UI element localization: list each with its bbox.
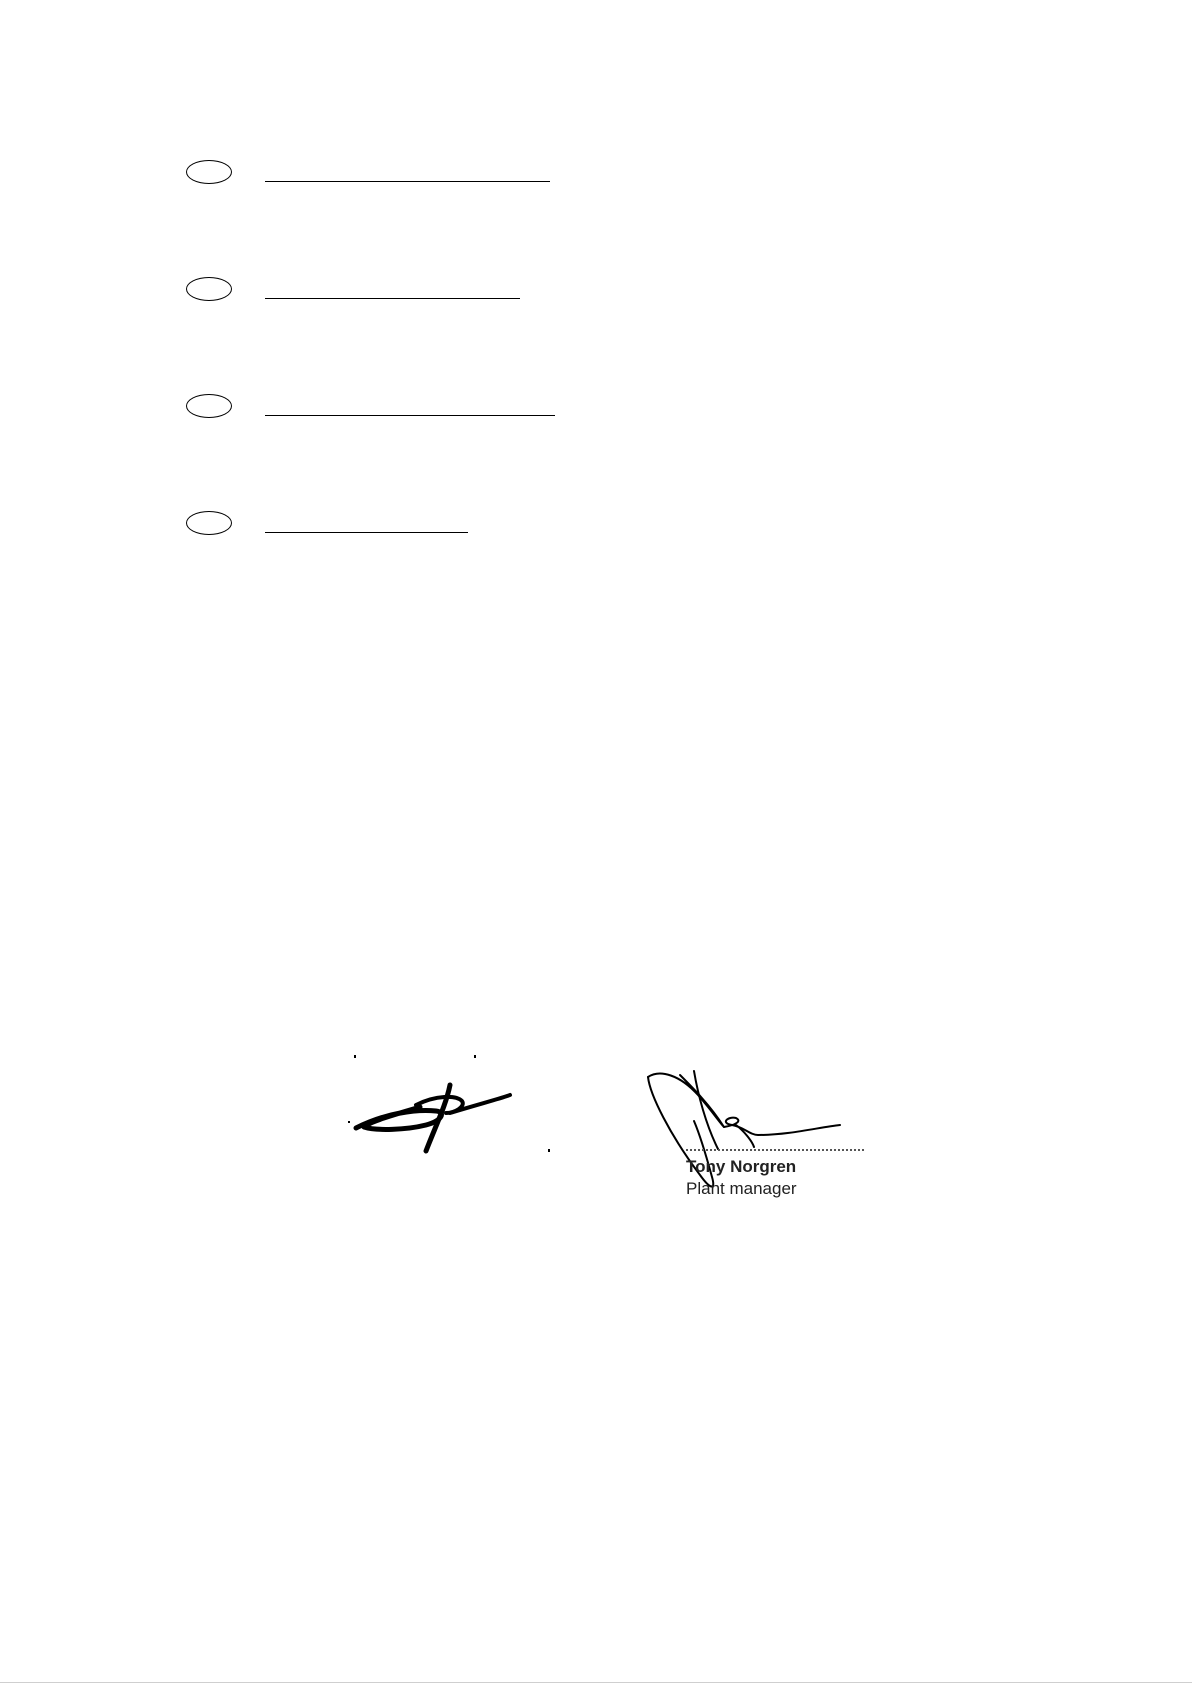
option-row-1 [186, 160, 586, 190]
option-row-4 [186, 511, 586, 541]
option-radio-1[interactable] [186, 160, 232, 184]
option-radio-4[interactable] [186, 511, 232, 535]
option-blank-line-3[interactable] [265, 415, 555, 416]
signer-title: Plant manager [686, 1179, 797, 1198]
option-radio-3[interactable] [186, 394, 232, 418]
signature-dotted-rule [686, 1149, 864, 1151]
option-row-3 [186, 394, 586, 424]
signature-block-right [640, 1065, 880, 1215]
option-radio-2[interactable] [186, 277, 232, 301]
page-bottom-rule [0, 1682, 1192, 1683]
option-row-2 [186, 277, 586, 307]
option-blank-line-1[interactable] [265, 181, 550, 182]
option-blank-line-2[interactable] [265, 298, 520, 299]
signer-name: Tony Norgren [686, 1157, 797, 1176]
option-blank-line-4[interactable] [265, 532, 468, 533]
signature-left [346, 1055, 556, 1155]
